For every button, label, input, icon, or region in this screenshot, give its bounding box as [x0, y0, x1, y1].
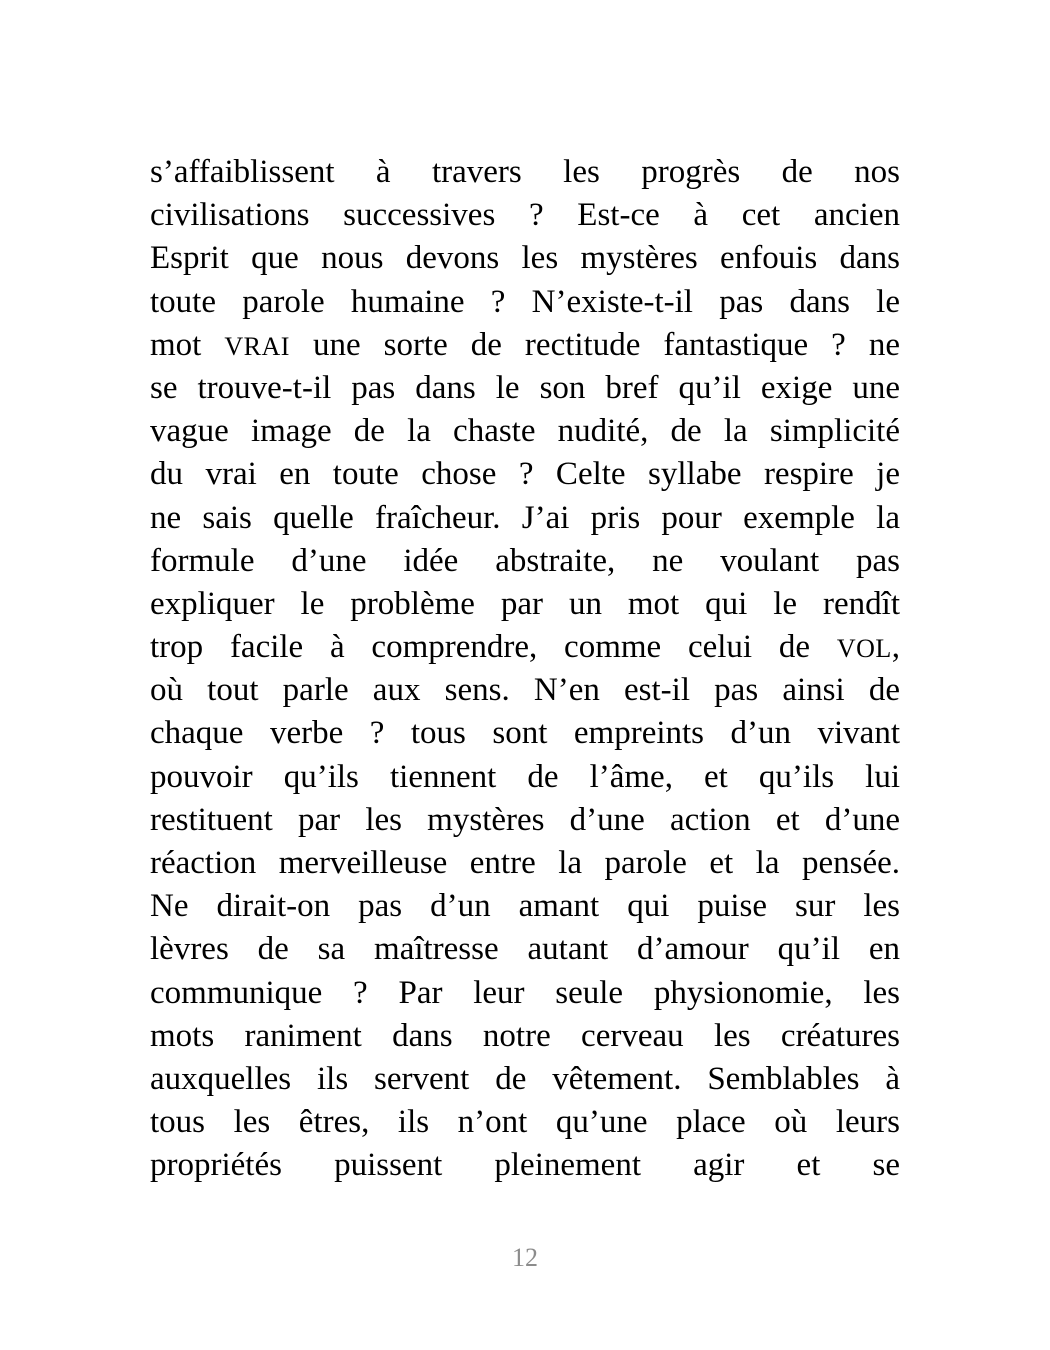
text-line: s’affaiblissent à travers les progrès de nos: [150, 154, 900, 190]
text-run: trop facile à comprendre, comme celui de: [150, 629, 837, 666]
text-line: communique ? Par leur seule physionomie, les: [150, 974, 900, 1011]
body-text: [150, 151, 900, 1188]
text-run: mot: [150, 326, 225, 363]
text-line: mots raniment dans notre cerveau les créatures: [150, 1017, 900, 1054]
text-line: réaction merveilleuse entre la parole et la pensée.: [150, 845, 900, 881]
text-line: vague image de la chaste nudité, de la simplicité: [150, 413, 900, 450]
text-line: se trouve-t-il pas dans le son bref qu’il exige une: [150, 369, 900, 406]
text-line: [150, 324, 900, 367]
text-line: Ne dirait-on pas d’un amant qui puise sur les: [150, 888, 900, 925]
text-line: ne sais quelle fraîcheur. J’ai pris pour exemple la: [150, 499, 900, 536]
text-line: formule d’une idée abstraite, ne voulant pas: [150, 542, 900, 579]
text-line: expliquer le problème par un mot qui le rendît: [150, 585, 900, 622]
text-line: où tout parle aux sens. N’en est-il pas ainsi de: [150, 672, 900, 709]
text-run: ,: [891, 629, 900, 666]
text-run: une sorte de rectitude fantastique ? ne: [289, 326, 900, 363]
text-line: Esprit que nous devons les mystères enfouis dans: [150, 240, 900, 277]
text-line: chaque verbe ? tous sont empreints d’un vivant: [150, 715, 900, 752]
text-line: du vrai en toute chose ? Celte syllabe respire je: [150, 456, 900, 493]
text-line: restituent par les mystères d’une action et d’une: [150, 801, 900, 838]
text-line: toute parole humaine ? N’existe-t-il pas dans le: [150, 283, 900, 320]
text-line: civilisations successives ? Est-ce à cet ancien: [150, 197, 900, 234]
text-line: propriétés puissent pleinement agir et se: [150, 1147, 900, 1184]
text-line: auxquelles ils servent de vêtement. Semblables à: [150, 1060, 900, 1097]
small-caps-word: VOL: [836, 634, 892, 664]
small-caps-word: VRAI: [224, 331, 290, 361]
text-line: pouvoir qu’ils tiennent de l’âme, et qu’ils lui: [150, 758, 900, 795]
page-number: 12: [512, 1243, 538, 1272]
text-line: [150, 626, 900, 669]
text-line: tous les êtres, ils n’ont qu’une place où leurs: [150, 1104, 900, 1141]
text-line: lèvres de sa maîtresse autant d’amour qu’il en: [150, 931, 900, 968]
